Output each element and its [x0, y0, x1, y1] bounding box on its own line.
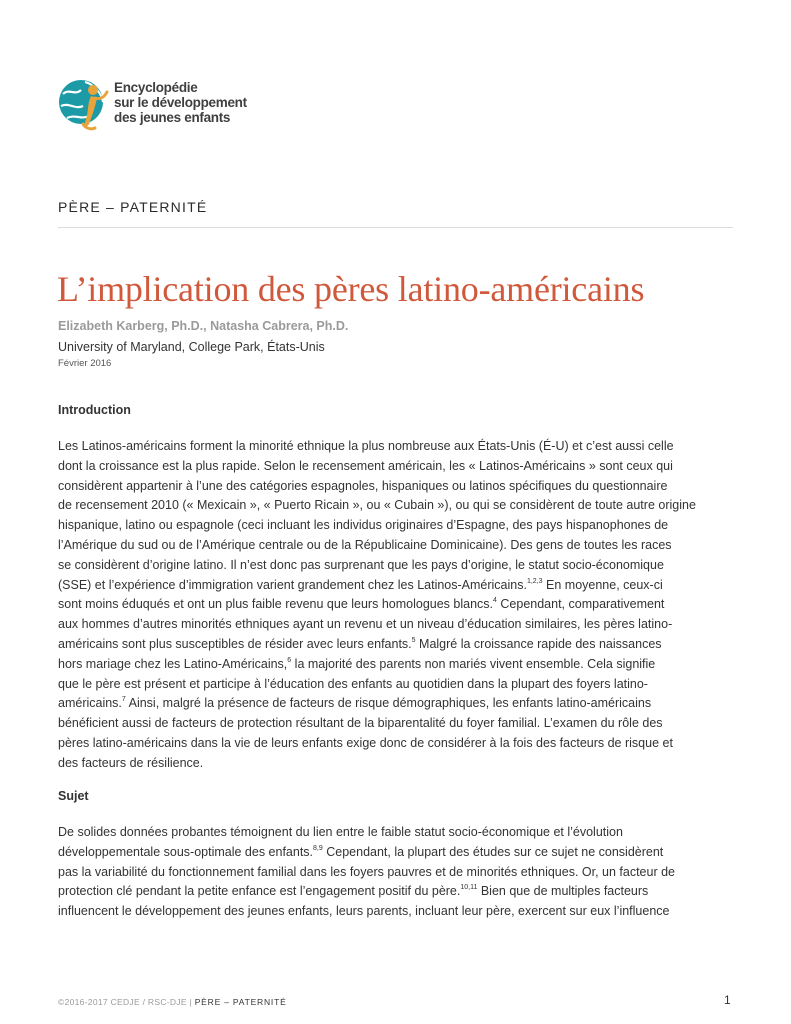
text-line [58, 675, 758, 695]
text-line [58, 615, 758, 635]
encyclopedia-logo [57, 74, 257, 136]
article-title: L’implication des pères latino-américains [57, 269, 645, 309]
footer-section: PÈRE – PATERNITÉ [194, 997, 287, 1007]
text-line [58, 556, 758, 576]
reference-marker: 8,9 [313, 844, 323, 852]
text-run: sont moins éduqués et ont un plus faible revenu que leurs homologues blancs. [58, 597, 494, 612]
article-date: Février 2016 [58, 358, 112, 369]
reference-marker: 4 [493, 597, 497, 605]
reference-marker: 6 [287, 656, 292, 664]
article-authors: Elizabeth Karberg, Ph.D., Natasha Cabrera, Ph.D. [58, 319, 349, 333]
section-heading-sujet: Sujet [58, 789, 89, 803]
text-run: américains. [58, 696, 122, 711]
text-line [58, 754, 758, 774]
text-line [58, 635, 758, 655]
footer-copyright: ©2016-2017 CEDJE / RSC-DJE | [58, 997, 193, 1007]
text-run: Les Latinos-américains forment la minorité ethnique la plus nombreuse aux États-Unis (É-U) et c’est aussi celle [58, 439, 674, 453]
text-run: (SSE) et l’expérience d’immigration varient grandement chez les Latinos-Américains. [58, 577, 527, 592]
reference-marker: 10,11 [460, 884, 478, 892]
text-run: hors mariage chez les Latino-Américains, [58, 656, 288, 671]
text-line [58, 457, 758, 477]
text-run: Malgré la croissance rapide des naissances [415, 636, 662, 651]
text-line [58, 536, 758, 556]
text-line [58, 882, 758, 902]
text-line [58, 437, 758, 457]
text-run: la majorité des parents non mariés vivent ensemble. Cela signifie [291, 656, 656, 671]
logo-line-2: sur le développement [114, 95, 247, 110]
logo-wordmark [114, 80, 247, 125]
text-run: développementale sous-optimale des enfants. [58, 844, 314, 859]
text-run: américains sont plus susceptibles de résider avec leurs enfants. [58, 636, 412, 651]
text-line [58, 496, 758, 516]
text-line [58, 595, 758, 615]
article-affiliation: University of Maryland, College Park, États-Unis [58, 340, 325, 354]
text-line [58, 516, 758, 536]
text-run: dont la croissance est la plus rapide. Selon le recensement américain, les « Latinos-Américains » sont ceux qui [58, 458, 673, 473]
text-line [58, 734, 758, 754]
logo-line-1: Encyclopédie [114, 80, 198, 95]
text-line [58, 863, 758, 883]
reference-marker: 5 [411, 636, 416, 644]
paragraph-introduction [58, 437, 758, 774]
text-run: de recensement 2010 (« Mexicain », « Puerto Ricain », ou « Cubain »), ou qui se considèrent de toute autre origine [58, 498, 696, 513]
text-line [58, 823, 758, 843]
text-line [58, 694, 758, 714]
text-run: considèrent appartenir à l’une des catégories espagnoles, hispaniques ou latinos spécifiques du questionnaire [58, 478, 668, 493]
page-number: 1 [724, 993, 731, 1007]
text-run: hispanique, latino ou espagnole (ceci incluant les individus originaires d’Espagne, des pays hispanophones de [58, 518, 669, 533]
text-run: Cependant, comparativement [496, 597, 665, 612]
section-heading-introduction: Introduction [58, 403, 131, 417]
text-run: aux hommes d’autres minorités ethniques ayant un revenu et un niveau d’éducation similaires, les pères latino- [58, 617, 673, 632]
text-run: Cependant, la plupart des études sur ce sujet ne considèrent [322, 844, 664, 859]
text-line [58, 576, 758, 596]
reference-marker: 1,2,3 [526, 577, 543, 585]
paragraph-sujet [58, 823, 758, 922]
text-line [58, 655, 758, 675]
section-label: PÈRE – PATERNITÉ [58, 199, 208, 215]
text-run: protection clé pendant la petite enfance est l’engagement positif du père. [58, 884, 461, 899]
text-line [58, 714, 758, 734]
text-run: En moyenne, ceux-ci [542, 577, 663, 592]
text-run: bénéficient aussi de facteurs de protection résultant de la biparentalité du foyer familial. L’examen du rôle des [58, 716, 663, 731]
text-run: Bien que de multiples facteurs [477, 884, 649, 899]
text-run: pas la variabilité du fonctionnement familial dans les foyers pauvres et de minorités ethniques. Or, un facteur de [58, 864, 676, 879]
text-run: Ainsi, malgré la présence de facteurs de risque démographiques, les enfants latino-américains [125, 696, 652, 711]
footer [58, 997, 287, 1007]
globe-child-logo-icon [57, 76, 109, 132]
text-run: De solides données probantes témoignent du lien entre le faible statut socio-économique et l’évolution [58, 825, 623, 839]
text-run: se considèrent d’origine latino. Il n’est donc pas surprenant que les pays d’origine, le statut socio-économique [58, 557, 664, 572]
text-line [58, 902, 758, 922]
text-run: des facteurs de résilience. [58, 755, 204, 770]
text-run: que le père est présent et participe à l’éducation des enfants au quotidien dans la plupart des foyers latino- [58, 676, 648, 691]
text-line [58, 477, 758, 497]
text-run: pères latino-américains dans la vie de leurs enfants exige donc de considérer à la fois des facteurs de risque et [58, 735, 673, 750]
text-run: l’Amérique du sud ou de l’Amérique centrale ou de la Républicaine Dominicaine). Des gens de toutes les races [58, 537, 672, 552]
reference-marker: 7 [121, 696, 126, 704]
text-line [58, 843, 758, 863]
logo-line-3: des jeunes enfants [114, 110, 231, 125]
text-run: influencent le développement des jeunes enfants, leurs parents, incluant leur père, exercent sur eux l’influence [58, 904, 670, 919]
header-divider [58, 227, 733, 228]
